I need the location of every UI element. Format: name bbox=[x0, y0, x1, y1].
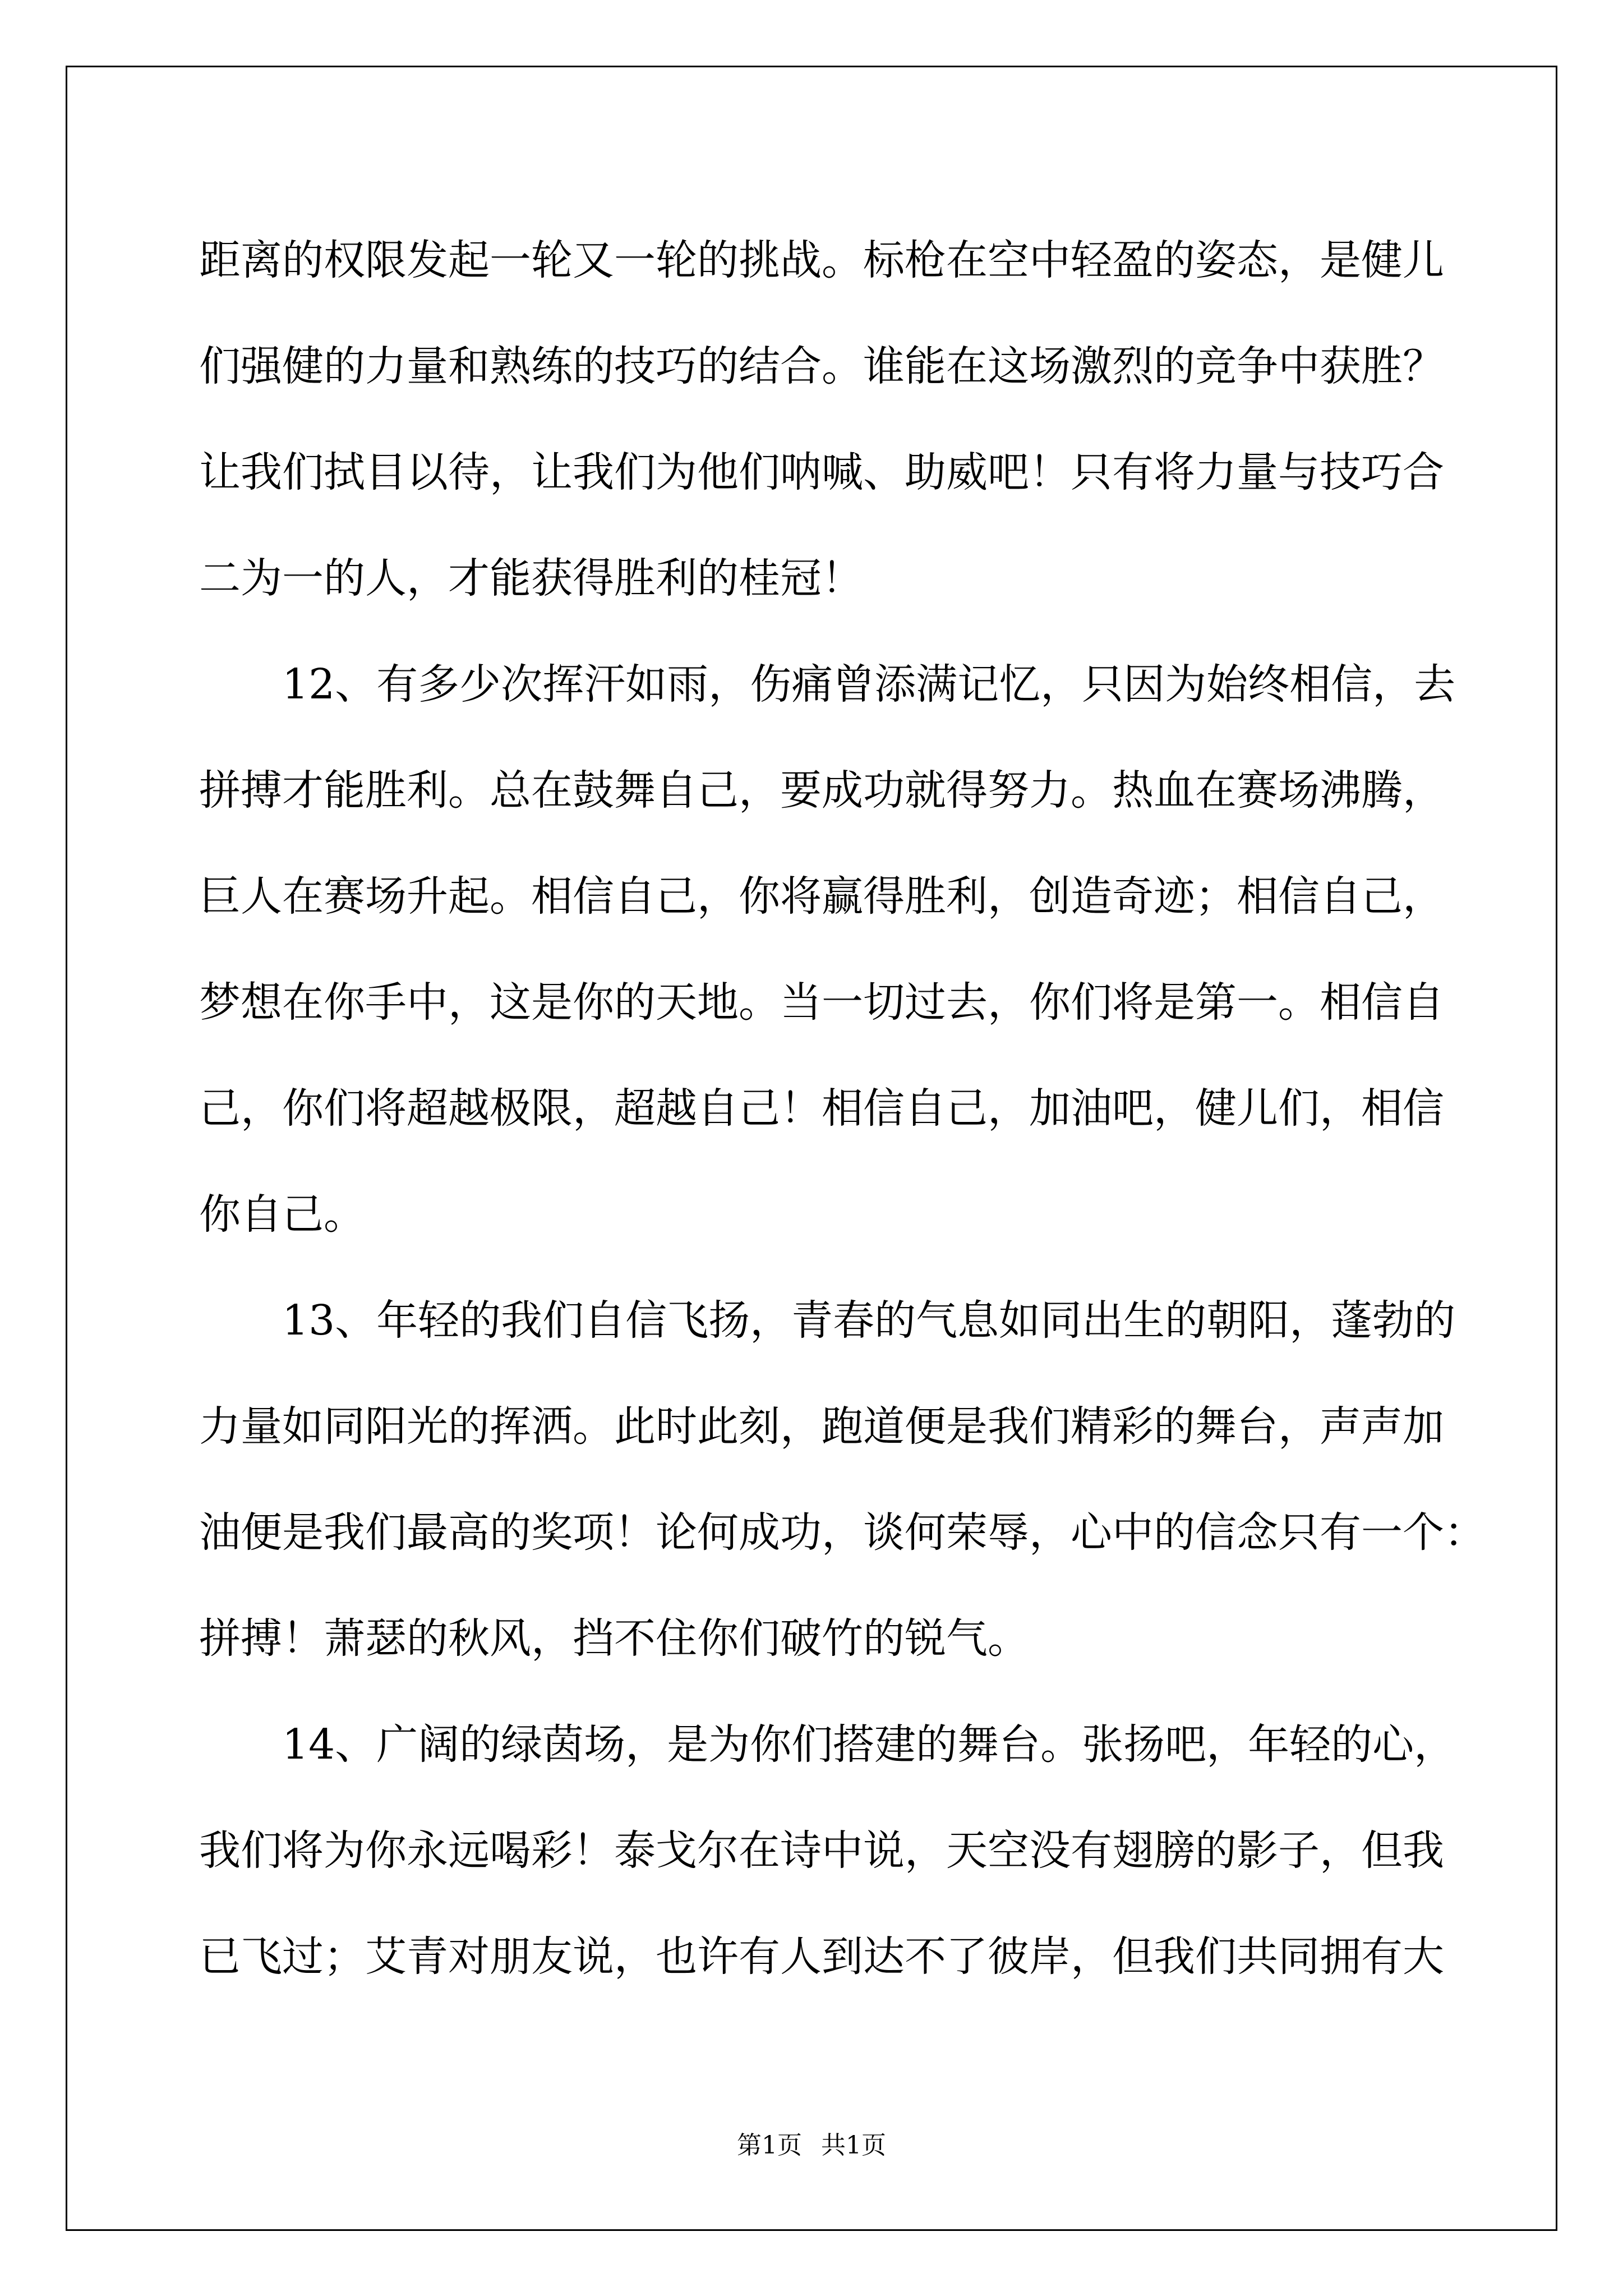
page-number-current: 第1页 bbox=[737, 2131, 802, 2160]
page-number-total: 共1页 bbox=[821, 2131, 886, 2160]
page-footer bbox=[0, 2125, 1623, 2161]
text-line: 距离的权限发起一轮又一轮的挑战。标枪在空中轻盈的姿态，是健儿 bbox=[199, 236, 1444, 284]
text-line: 拼搏才能胜利。总在鼓舞自己，要成功就得努力。热血在赛场沸腾， bbox=[199, 766, 1444, 815]
text-line: 已飞过；艾青对朋友说，也许有人到达不了彼岸，但我们共同拥有大 bbox=[199, 1932, 1444, 1981]
text-line: 让我们拭目以待，让我们为他们呐喊、助威吧！只有将力量与技巧合 bbox=[199, 448, 1444, 496]
text-line: 己，你们将超越极限，超越自己！相信自己，加油吧，健儿们，相信 bbox=[199, 1084, 1444, 1133]
text-line: 13、年轻的我们自信飞扬，青春的气息如同出生的朝阳，蓬勃的 bbox=[282, 1296, 1456, 1345]
text-line: 力量如同阳光的挥洒。此时此刻，跑道便是我们精彩的舞台，声声加 bbox=[199, 1402, 1444, 1451]
text-line: 14、广阔的绿茵场，是为你们搭建的舞台。张扬吧，年轻的心， bbox=[282, 1720, 1456, 1769]
text-line: 12、有多少次挥汗如雨，伤痛曾添满记忆，只因为始终相信，去 bbox=[282, 660, 1456, 708]
text-line: 二为一的人，才能获得胜利的桂冠！ bbox=[199, 554, 863, 602]
text-line: 你自己。 bbox=[199, 1190, 365, 1239]
text-line: 们强健的力量和熟练的技巧的结合。谁能在这场激烈的竞争中获胜？ bbox=[199, 342, 1444, 390]
text-line: 油便是我们最高的奖项！论何成功，谈何荣辱，心中的信念只有一个： bbox=[199, 1508, 1486, 1557]
text-line: 拼搏！萧瑟的秋风，挡不住你们破竹的锐气。 bbox=[199, 1614, 1029, 1663]
text-line: 巨人在赛场升起。相信自己，你将赢得胜利，创造奇迹；相信自己， bbox=[199, 872, 1444, 921]
text-line: 梦想在你手中，这是你的天地。当一切过去，你们将是第一。相信自 bbox=[199, 978, 1444, 1027]
document-body bbox=[199, 208, 1486, 2010]
text-line: 我们将为你永远喝彩！泰戈尔在诗中说，天空没有翅膀的影子，但我 bbox=[199, 1826, 1444, 1875]
